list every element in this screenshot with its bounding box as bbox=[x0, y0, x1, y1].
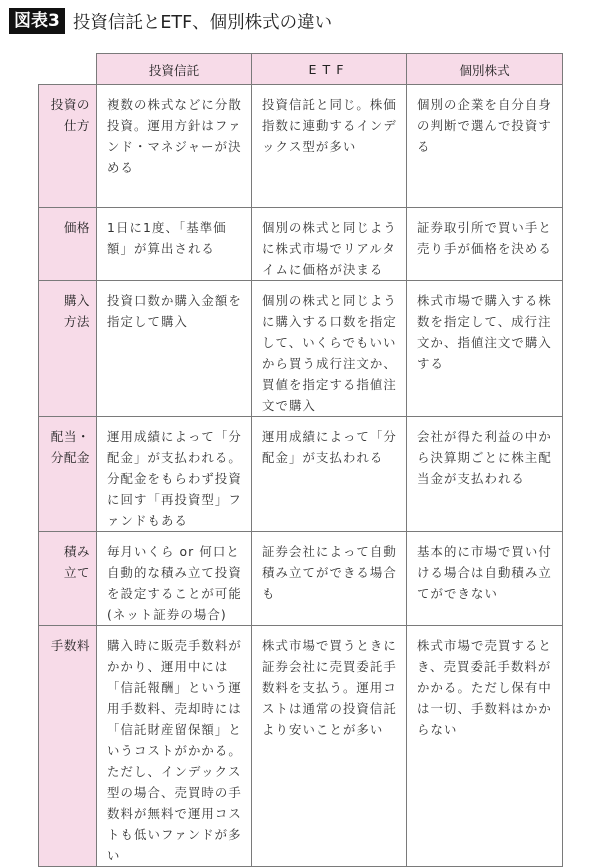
table-row bbox=[39, 532, 563, 626]
cell-etf: 個別の株式と同じように株式市場でリアルタイムに価格が決まる bbox=[252, 208, 407, 281]
cell-investment-trust: 購入時に販売手数料がかかり、運用中には「信託報酬」という運用手数料、売却時には「信託財産留保額」というコストがかかる。ただし、インデックス型の場合、売買時の手数料が無料で運用コストも低いファンドが多い bbox=[97, 626, 252, 867]
cell-etf: 株式市場で買うときに証券会社に売買委託手数料を支払う。運用コストは通常の投資信託より安いことが多い bbox=[252, 626, 407, 867]
cell-etf: 個別の株式と同じように購入する口数を指定して、いくらでもいいから買う成行注文か、買値を指定する指値注文で購入 bbox=[252, 281, 407, 417]
cell-investment-trust: 投資口数か購入金額を指定して購入 bbox=[97, 281, 252, 417]
figure-title-row bbox=[9, 7, 332, 35]
table-row bbox=[39, 626, 563, 867]
cell-individual-stocks: 基本的に市場で買い付ける場合は自動積み立てができない bbox=[407, 532, 563, 626]
row-label-fees: 手数料 bbox=[39, 626, 97, 867]
table-row bbox=[39, 208, 563, 281]
cell-etf: 証券会社によって自動積み立てができる場合も bbox=[252, 532, 407, 626]
cell-investment-trust: 運用成績によって「分配金」が支払われる。分配金をもらわず投資に回す「再投資型」ファンドもある bbox=[97, 417, 252, 532]
cell-etf: 投資信託と同じ。株価指数に連動するインデックス型が多い bbox=[252, 85, 407, 208]
table-row bbox=[39, 281, 563, 417]
table-header-row bbox=[39, 54, 563, 85]
comparison-table bbox=[38, 53, 563, 867]
row-label-dividends: 配当・ 分配金 bbox=[39, 417, 97, 532]
corner-cell bbox=[39, 54, 97, 85]
cell-individual-stocks: 個別の企業を自分自身の判断で選んで投資する bbox=[407, 85, 563, 208]
row-label-accumulation: 積み 立て bbox=[39, 532, 97, 626]
cell-investment-trust: 1日に1度、「基準価額」が算出される bbox=[97, 208, 252, 281]
cell-individual-stocks: 株式市場で売買するとき、売買委託手数料がかかる。ただし保有中は一切、手数料はかからない bbox=[407, 626, 563, 867]
column-header-individual-stocks: 個別株式 bbox=[407, 54, 563, 85]
figure-title: 投資信託とETF、個別株式の違い bbox=[72, 12, 333, 33]
table-row bbox=[39, 417, 563, 532]
column-header-investment-trust: 投資信託 bbox=[97, 54, 252, 85]
row-label-purchase-method: 購入 方法 bbox=[39, 281, 97, 417]
figure-number-badge: 図表3 bbox=[9, 8, 65, 34]
cell-individual-stocks: 会社が得た利益の中から決算期ごとに株主配当金が支払われる bbox=[407, 417, 563, 532]
row-label-price: 価格 bbox=[39, 208, 97, 281]
cell-etf: 運用成績によって「分配金」が支払われる bbox=[252, 417, 407, 532]
cell-investment-trust: 複数の株式などに分散投資。運用方針はファンド・マネジャーが決める bbox=[97, 85, 252, 208]
cell-investment-trust: 毎月いくら or 何口と自動的な積み立て投資を設定することが可能(ネット証券の場合) bbox=[97, 532, 252, 626]
cell-individual-stocks: 株式市場で購入する株数を指定して、成行注文か、指値注文で購入する bbox=[407, 281, 563, 417]
row-label-investment-method: 投資の 仕方 bbox=[39, 85, 97, 208]
column-header-etf: ETF bbox=[252, 54, 407, 85]
table-row bbox=[39, 85, 563, 208]
cell-individual-stocks: 証券取引所で買い手と売り手が価格を決める bbox=[407, 208, 563, 281]
